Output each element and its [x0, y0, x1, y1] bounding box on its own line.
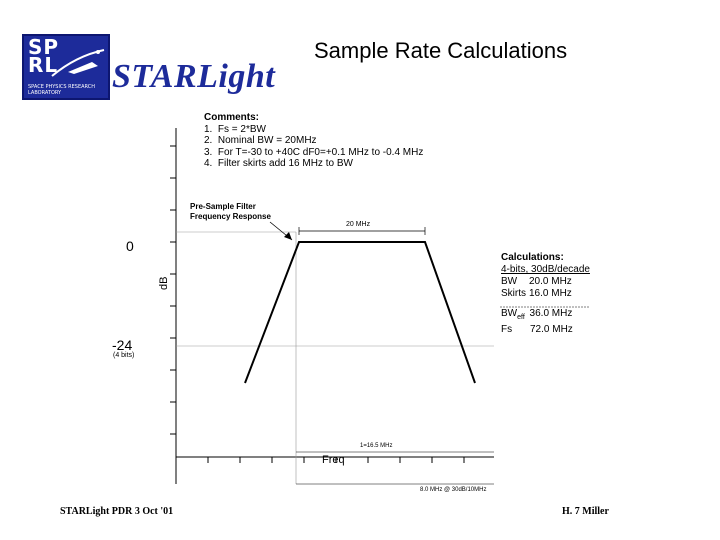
skirt-note-lower: 8.0 MHz @ 30dB/10MHz — [420, 487, 487, 493]
passband-label: 20 MHz — [346, 221, 371, 228]
filter-label — [190, 202, 271, 222]
calc-row-label: BW — [501, 276, 518, 287]
calc-row — [501, 276, 590, 288]
calc-row-bweff — [501, 308, 590, 324]
footer-right: H. 7 Miller — [562, 506, 609, 517]
comment-item: 3. For T=-30 to +40C dF0=+0.1 MHz to -0.4 MHz — [204, 146, 424, 158]
calc-row-value: 20.0 MHz — [529, 276, 572, 287]
calc-subheading: 4-bits, 30dB/decade — [501, 264, 590, 275]
y-ticks — [170, 146, 176, 434]
logo-subtext: SPACE PHYSICS RESEARCH LABORATORY — [28, 84, 96, 96]
calc-fs-value: 72.0 MHz — [530, 324, 573, 335]
comment-item: 2. Nominal BW = 20MHz — [204, 135, 317, 147]
y-tick-zero: 0 — [126, 238, 134, 254]
logo-letters-top: SP — [28, 35, 60, 59]
y-tick-minus24-note: (4 bits) — [113, 352, 135, 359]
comment-item: 4. Filter skirts add 16 MHz to BW — [204, 158, 353, 170]
page-title: Sample Rate Calculations — [314, 38, 568, 63]
calculations-block — [501, 252, 590, 336]
filter-label-line2: Frequency Response — [190, 212, 271, 221]
comments-block — [204, 112, 423, 170]
skirt-note-upper: 1=16.5 MHz — [360, 443, 393, 449]
y-tick-minus24: -24 — [112, 337, 133, 353]
comments-heading: Comments: — [204, 112, 260, 123]
logo-letters-bottom: RL — [28, 53, 59, 77]
arrowhead-icon — [284, 232, 292, 240]
calc-bweff-sub: eff — [517, 314, 525, 321]
calc-heading: Calculations: — [501, 252, 564, 263]
calc-row-label: Skirts — [501, 288, 526, 299]
x-axis-label: Freq — [322, 454, 345, 466]
y-axis-label: dB — [158, 276, 170, 290]
calc-row-fs — [501, 324, 590, 336]
brand-name: STARLight — [112, 58, 276, 95]
footer-left: STARLight PDR 3 Oct '01 — [60, 506, 174, 517]
calc-bweff-value: 36.0 MHz — [529, 308, 573, 319]
calc-row — [501, 288, 590, 300]
calc-fs-label: Fs — [501, 324, 513, 335]
comment-item: 1. Fs = 2*BW — [204, 123, 266, 135]
calc-bweff-label: BW — [501, 308, 518, 319]
filter-response-curve — [245, 242, 475, 383]
calc-row-value: 16.0 MHz — [529, 288, 572, 299]
filter-label-line1: Pre-Sample Filter — [190, 202, 256, 211]
